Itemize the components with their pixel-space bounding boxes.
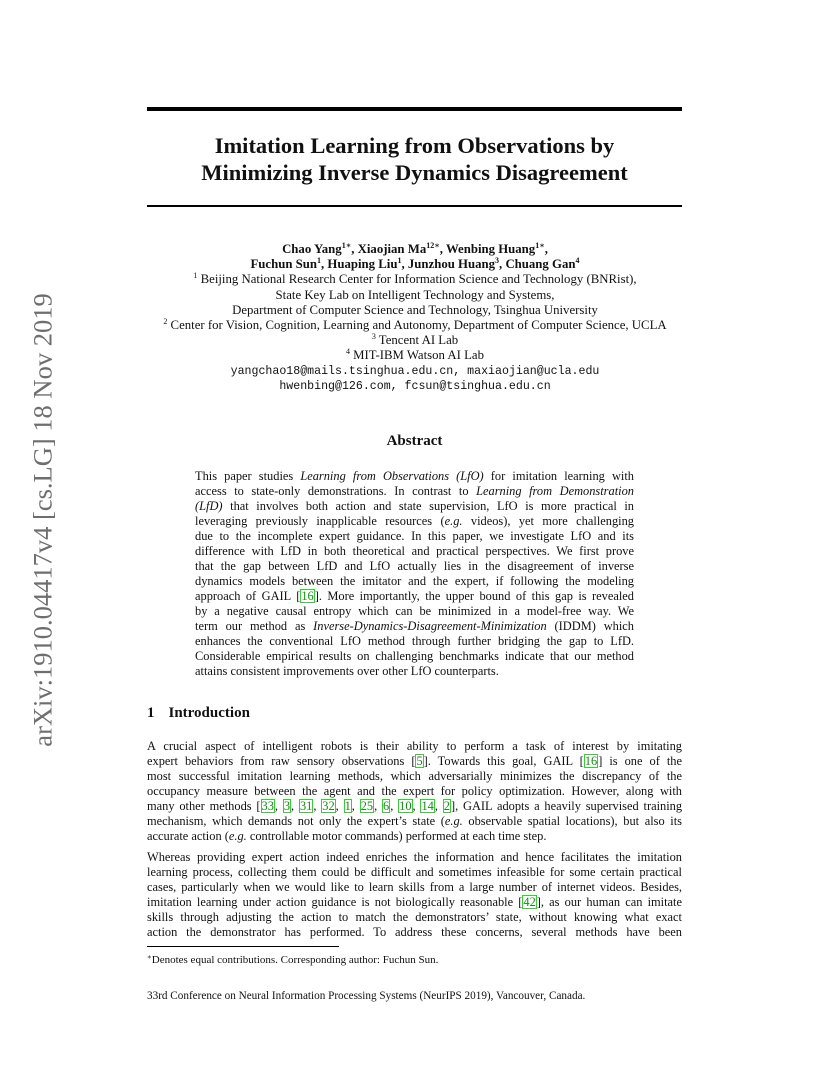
affiliation-line <box>110 272 720 287</box>
title-top-rule <box>147 107 682 111</box>
author-affiliation-mark: 3 <box>495 256 500 266</box>
text-run: for imitation learning with <box>483 469 634 483</box>
text-run: mechanism, which demands not only the expert’s state ( <box>147 814 445 828</box>
email-line: yangchao18@mails.tsinghua.edu.cn, maxiaojian@ucla.edu <box>230 364 600 378</box>
citation-link[interactable]: 10 <box>399 799 412 813</box>
text-line <box>147 739 682 754</box>
text-run: many other methods [ <box>147 799 261 813</box>
citation-link[interactable]: 1 <box>344 799 351 813</box>
footnote-rule <box>147 946 339 947</box>
text-line <box>195 529 634 544</box>
author-separator: , <box>499 257 506 272</box>
author-names-line-2 <box>110 257 720 272</box>
author-affiliation-mark: 1 <box>317 256 321 266</box>
text-run: observable spatial locations), but also its <box>462 814 682 828</box>
text-line <box>195 514 634 529</box>
affiliation-line <box>110 348 720 363</box>
author-affiliation-mark: 1 <box>397 256 402 266</box>
author-name: Wenbing Huang <box>445 242 536 256</box>
text-run: , <box>335 799 344 813</box>
affiliation-line <box>110 318 720 333</box>
affiliation-line <box>110 333 720 348</box>
footnote <box>147 950 438 967</box>
text-run: that the gap between LfD and LfO actually lies in the disagreement of inverse <box>195 559 634 573</box>
italic-text: (LfD) <box>195 499 223 513</box>
affiliation-number: 2 <box>163 317 168 327</box>
citation-link[interactable]: 3 <box>283 799 291 813</box>
arxiv-identifier-stamp: arXiv:1910.04417v4 [cs.LG] 18 Nov 2019 <box>27 293 58 747</box>
affiliation-text: Tencent AI Lab <box>375 333 459 348</box>
author-affiliation-mark: 12∗ <box>426 241 440 250</box>
italic-text: Learning from Observations (LfO) <box>300 469 484 483</box>
text-line <box>195 484 634 499</box>
author-separator: , <box>321 257 328 272</box>
affiliation-number: 4 <box>345 347 350 357</box>
intro-paragraph-2 <box>147 850 682 940</box>
text-line <box>147 754 682 769</box>
author-separator: , <box>351 242 358 256</box>
text-run: due to the incomplete expert guidance. In this paper, we investigate LfO and its <box>195 529 634 543</box>
text-run: by a negative causal entropy which can be minimized in a model-free way. We <box>195 604 634 618</box>
text-run: accurate action ( <box>147 829 229 843</box>
italic-text: e.g. <box>228 829 247 843</box>
text-run: action the demonstrator has performed. To address these concerns, several methods have been <box>147 925 682 939</box>
text-run: attains consistent improvements over other LfO counterparts. <box>195 664 499 678</box>
text-run: ] is one of the <box>598 754 682 768</box>
text-line <box>147 910 682 925</box>
affiliation-text: Center for Vision, Cognition, Learning and Autonomy, Department of Computer Science, UCLA <box>167 318 667 333</box>
citation-link[interactable]: 6 <box>383 799 390 813</box>
author-separator: , <box>439 242 446 256</box>
text-run: This paper studies <box>195 469 301 483</box>
text-run: expert behaviors from raw sensory observations [ <box>147 754 416 768</box>
affiliation-text: MIT-IBM Watson AI Lab <box>349 348 485 363</box>
citation-link[interactable]: 25 <box>360 799 374 813</box>
author-name: Junzhou Huang <box>407 257 496 272</box>
title-line-1: Imitation Learning from Observations by <box>214 133 615 158</box>
citation-link[interactable]: 16 <box>301 589 314 603</box>
author-separator: , <box>544 242 548 256</box>
text-line <box>195 469 634 484</box>
text-run: leveraging previously inapplicable resources ( <box>195 514 445 528</box>
title-bottom-rule <box>147 205 682 207</box>
text-line <box>195 634 634 649</box>
paper-title <box>147 132 682 186</box>
citation-link[interactable]: 16 <box>584 754 598 768</box>
footnote-mark: ∗ <box>147 953 152 961</box>
author-block <box>110 242 720 394</box>
text-line <box>147 769 682 784</box>
text-run: cases, particularly when we would like to learn skills from a large number of internet videos. Besides, <box>147 880 682 894</box>
author-name: Chuang Gan <box>505 257 576 272</box>
affiliation-number: 3 <box>371 332 376 342</box>
affiliation-text: Department of Computer Science and Technology, Tsinghua University <box>232 302 598 317</box>
text-run: A crucial aspect of intelligent robots is their ability to perform a task of interest by imitating <box>147 739 682 753</box>
text-run: , <box>390 799 399 813</box>
affiliation-text: State Key Lab on Intelligent Technology and Systems, <box>275 287 555 302</box>
text-run: that involves both action and state supervision, LfO is more practical in <box>222 499 634 513</box>
citation-link[interactable]: 31 <box>299 799 313 813</box>
citation-link[interactable]: 5 <box>416 754 423 768</box>
text-line <box>147 925 682 940</box>
text-line <box>195 574 634 589</box>
text-line <box>195 649 634 664</box>
text-line <box>147 880 682 895</box>
text-run: occupancy measure between the agent and the expert for policy optimization. However, along with <box>147 784 682 798</box>
text-line <box>147 799 682 814</box>
text-run: term our method as <box>195 619 314 633</box>
text-run: dynamics models between the imitator and the expert, if following the modeling <box>195 574 634 588</box>
text-run: enhances the conventional LfO method through further bridging the gap to LfD. <box>195 634 634 648</box>
text-line <box>195 544 634 559</box>
text-run: , <box>313 799 322 813</box>
author-affiliation-mark: 1∗ <box>535 241 545 250</box>
text-run: learning process, collecting them could be difficult and sometimes infeasible for some certain practical <box>147 865 682 879</box>
text-run: , <box>274 799 283 813</box>
text-line <box>195 559 634 574</box>
text-line <box>195 664 634 679</box>
citation-link[interactable]: 33 <box>261 799 274 813</box>
author-name: Xiaojian Ma <box>357 242 427 256</box>
text-line <box>195 499 634 514</box>
section-title: Introduction <box>168 705 250 721</box>
author-affiliation-mark: 1∗ <box>341 241 352 250</box>
text-line <box>195 604 634 619</box>
text-run: ]. Towards this goal, GAIL [ <box>423 754 584 768</box>
text-run: access to state-only demonstrations. In contrast to <box>195 484 477 498</box>
citation-link[interactable]: 2 <box>443 799 450 813</box>
text-run: , <box>374 799 383 813</box>
section-heading-introduction <box>147 705 250 722</box>
affiliation-number: 1 <box>193 271 198 281</box>
email-line: hwenbing@126.com, fcsun@tsinghua.edu.cn <box>279 379 551 393</box>
title-line-2: Minimizing Inverse Dynamics Disagreement <box>201 160 628 185</box>
abstract-body <box>195 469 634 679</box>
text-run: , <box>434 799 443 813</box>
affiliation-line <box>110 303 720 318</box>
citation-link[interactable]: 32 <box>322 799 335 813</box>
text-line <box>147 814 682 829</box>
abstract-heading: Abstract <box>386 433 443 449</box>
italic-text: Learning from Demonstration <box>476 484 634 498</box>
text-line <box>147 865 682 880</box>
affiliation-line <box>110 288 720 303</box>
text-line <box>195 589 634 604</box>
affiliation-text: Beijing National Research Center for Information Science and Technology (BNRist), <box>197 272 637 287</box>
text-run: (IDDM) which <box>546 619 634 633</box>
citation-link[interactable]: 42 <box>523 895 536 909</box>
text-run: ]. More importantly, the upper bound of this gap is revealed <box>314 589 634 603</box>
text-run: ], as our human can imitate <box>536 895 682 909</box>
text-line <box>147 895 682 910</box>
text-run: Considerable empirical results on challenging benchmarks indicate that our method <box>195 649 634 663</box>
citation-link[interactable]: 14 <box>421 799 434 813</box>
italic-text: Inverse-Dynamics-Disagreement-Minimization <box>313 619 547 633</box>
text-run: Whereas providing expert action indeed enriches the information and hence facilitates the imitation <box>147 850 682 864</box>
author-affiliation-mark: 4 <box>575 256 580 266</box>
venue-note: 33rd Conference on Neural Information Processing Systems (NeurIPS 2019), Vancouver, Canada. <box>147 990 586 1002</box>
footnote-text: Denotes equal contributions. Corresponding author: Fuchun Sun. <box>151 954 439 966</box>
email-list <box>110 364 720 394</box>
text-run: skills through adjusting the action to match the demonstrators’ state, without knowing what exact <box>147 910 682 924</box>
text-run: approach of GAIL [ <box>195 589 301 603</box>
section-number: 1 <box>147 705 155 721</box>
text-line <box>195 619 634 634</box>
text-run: imitation learning under action guidance is not biologically reasonable [ <box>147 895 523 909</box>
text-line <box>147 829 682 844</box>
text-run: , <box>351 799 360 813</box>
text-run: ], GAIL adopts a heavily supervised training <box>450 799 683 813</box>
text-run: difference with LfD in both theoretical and practical perspectives. We first prove <box>195 544 634 558</box>
author-name: Huaping Liu <box>327 257 398 272</box>
italic-text: e.g. <box>444 514 463 528</box>
author-separator: , <box>401 257 408 272</box>
text-line <box>147 784 682 799</box>
affiliation-list <box>110 272 720 363</box>
text-run: most successful imitation learning methods, which adversarially minimizes the discrepancy of the <box>147 769 682 783</box>
text-run: videos), yet more challenging <box>462 514 634 528</box>
text-line <box>147 850 682 865</box>
author-name: Fuchun Sun <box>250 257 317 272</box>
italic-text: e.g. <box>444 814 463 828</box>
author-name: Chao Yang <box>282 242 342 256</box>
author-names-line-1 <box>110 242 720 257</box>
text-run: , <box>291 799 299 813</box>
intro-paragraph-1 <box>147 739 682 844</box>
text-run: controllable motor commands) performed at each time step. <box>246 829 547 843</box>
text-run: , <box>412 799 421 813</box>
